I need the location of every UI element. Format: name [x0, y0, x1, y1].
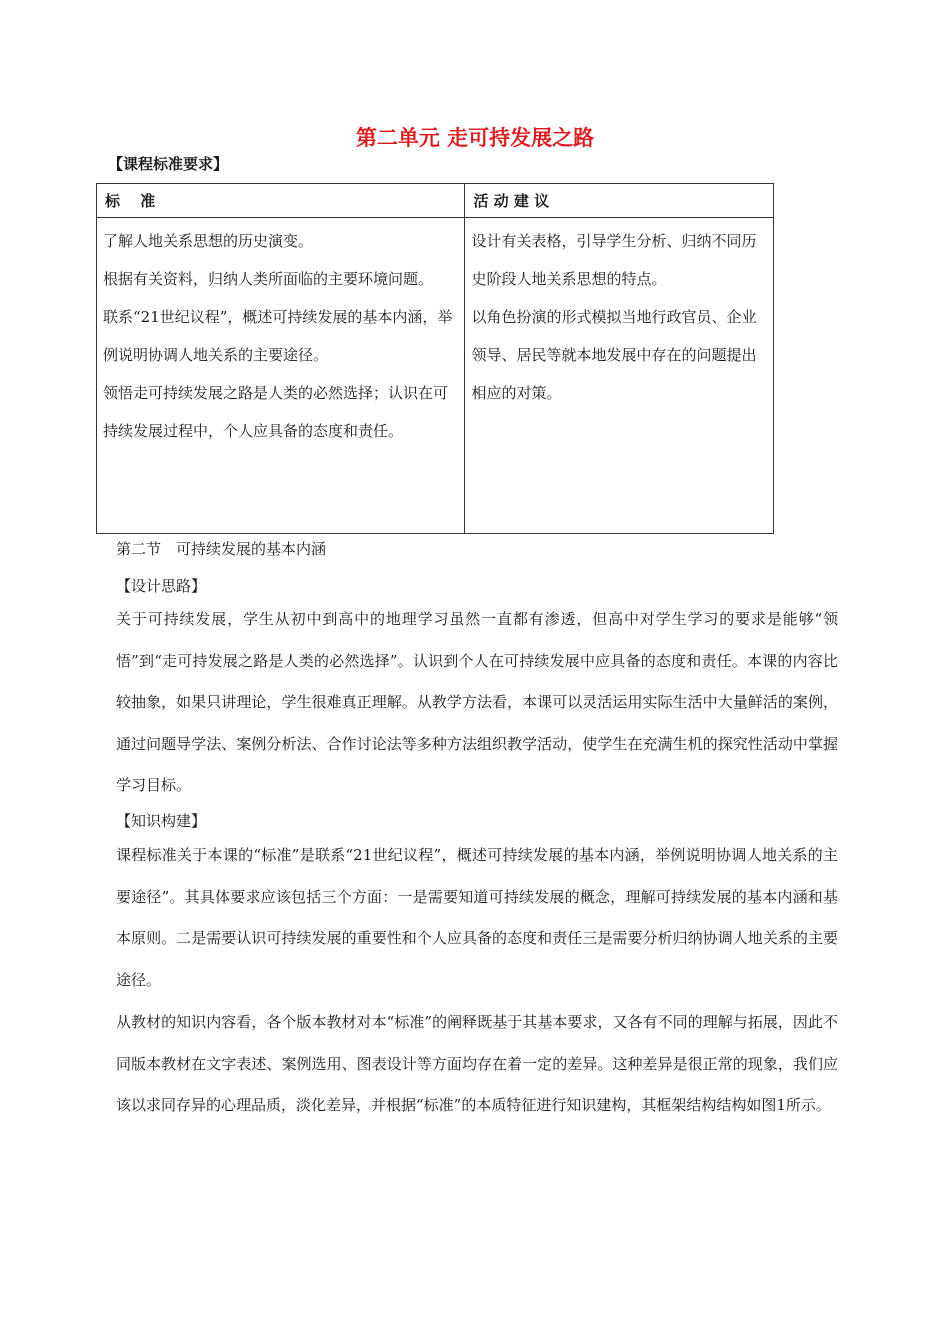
design-heading: 【设计思路】	[116, 577, 207, 595]
page-title: 第二单元 走可持发展之路	[355, 126, 595, 150]
standard-line: 联系“21世纪议程”，概述可持续发展的基本内涵，举例说明协调人地关系的主要途径。	[103, 308, 453, 364]
standard-cell	[97, 218, 465, 534]
header-activity: 活 动 建 议	[465, 184, 774, 218]
header-standard: 标 准	[97, 184, 465, 218]
knowledge-paragraph-1: 课程标准关于本课的“标准”是联系“21世纪议程”，概述可持续发展的基本内涵，举例说明协调人地关系的主要途径”。其具体要求应该包括三个方面：一是需要知道可持续发展的概念，理解可持续发展的基本内涵和基本原则。二是需要认识可持续发展的重要性和个人应具备的态度和责任三是需要分析归纳协调人地关系的主要途径。	[116, 846, 838, 989]
activity-cell	[465, 218, 774, 534]
standard-line: 根据有关资料，归纳人类所面临的主要环境问题。	[103, 270, 434, 288]
activity-line: 以角色扮演的形式模拟当地行政官员、企业领导、居民等就本地发展中存在的问题提出相应的对策。	[471, 308, 757, 402]
activity-line: 设计有关表格，引导学生分析、归纳不同历史阶段人地关系思想的特点。	[471, 232, 757, 288]
standard-line: 领悟走可持续发展之路是人类的必然选择；认识在可持续发展过程中，个人应具备的态度和责任。	[103, 384, 449, 440]
table-header-row	[97, 184, 774, 218]
requirements-heading: 【课程标准要求】	[108, 155, 229, 173]
knowledge-paragraph-2: 从教材的知识内容看，各个版本教材对本“标准”的阐释既基于其基本要求，又各有不同的理解与拓展，因此不同版本教材在文字表述、案例选用、图表设计等方面均存在着一定的差异。这种差异是很正常的现象，我们应该以求同存异的心理品质，淡化差异，并根据“标准”的本质特征进行知识建构，其框架结构结构如图1所示。	[116, 1013, 838, 1114]
design-paragraph: 关于可持续发展，学生从初中到高中的地理学习虽然一直都有渗透，但高中对学生学习的要求是能够“领悟”到“走可持发展之路是人类的必然选择”。认识到个人在可持续发展中应具备的态度和责任。本课的内容比较抽象，如果只讲理论，学生很难真正理解。从教学方法看，本课可以灵活运用实际生活中大量鲜活的案例，通过问题导学法、案例分析法、合作讨论法等多种方法组织教学活动，使学生在充满生机的探究性活动中掌握学习目标。	[116, 610, 838, 794]
standards-table	[96, 183, 774, 534]
standard-line: 了解人地关系思想的历史演变。	[103, 232, 314, 250]
table-row	[97, 218, 774, 534]
section-title: 第二节 可持续发展的基本内涵	[116, 540, 327, 558]
knowledge-heading: 【知识构建】	[116, 812, 207, 830]
